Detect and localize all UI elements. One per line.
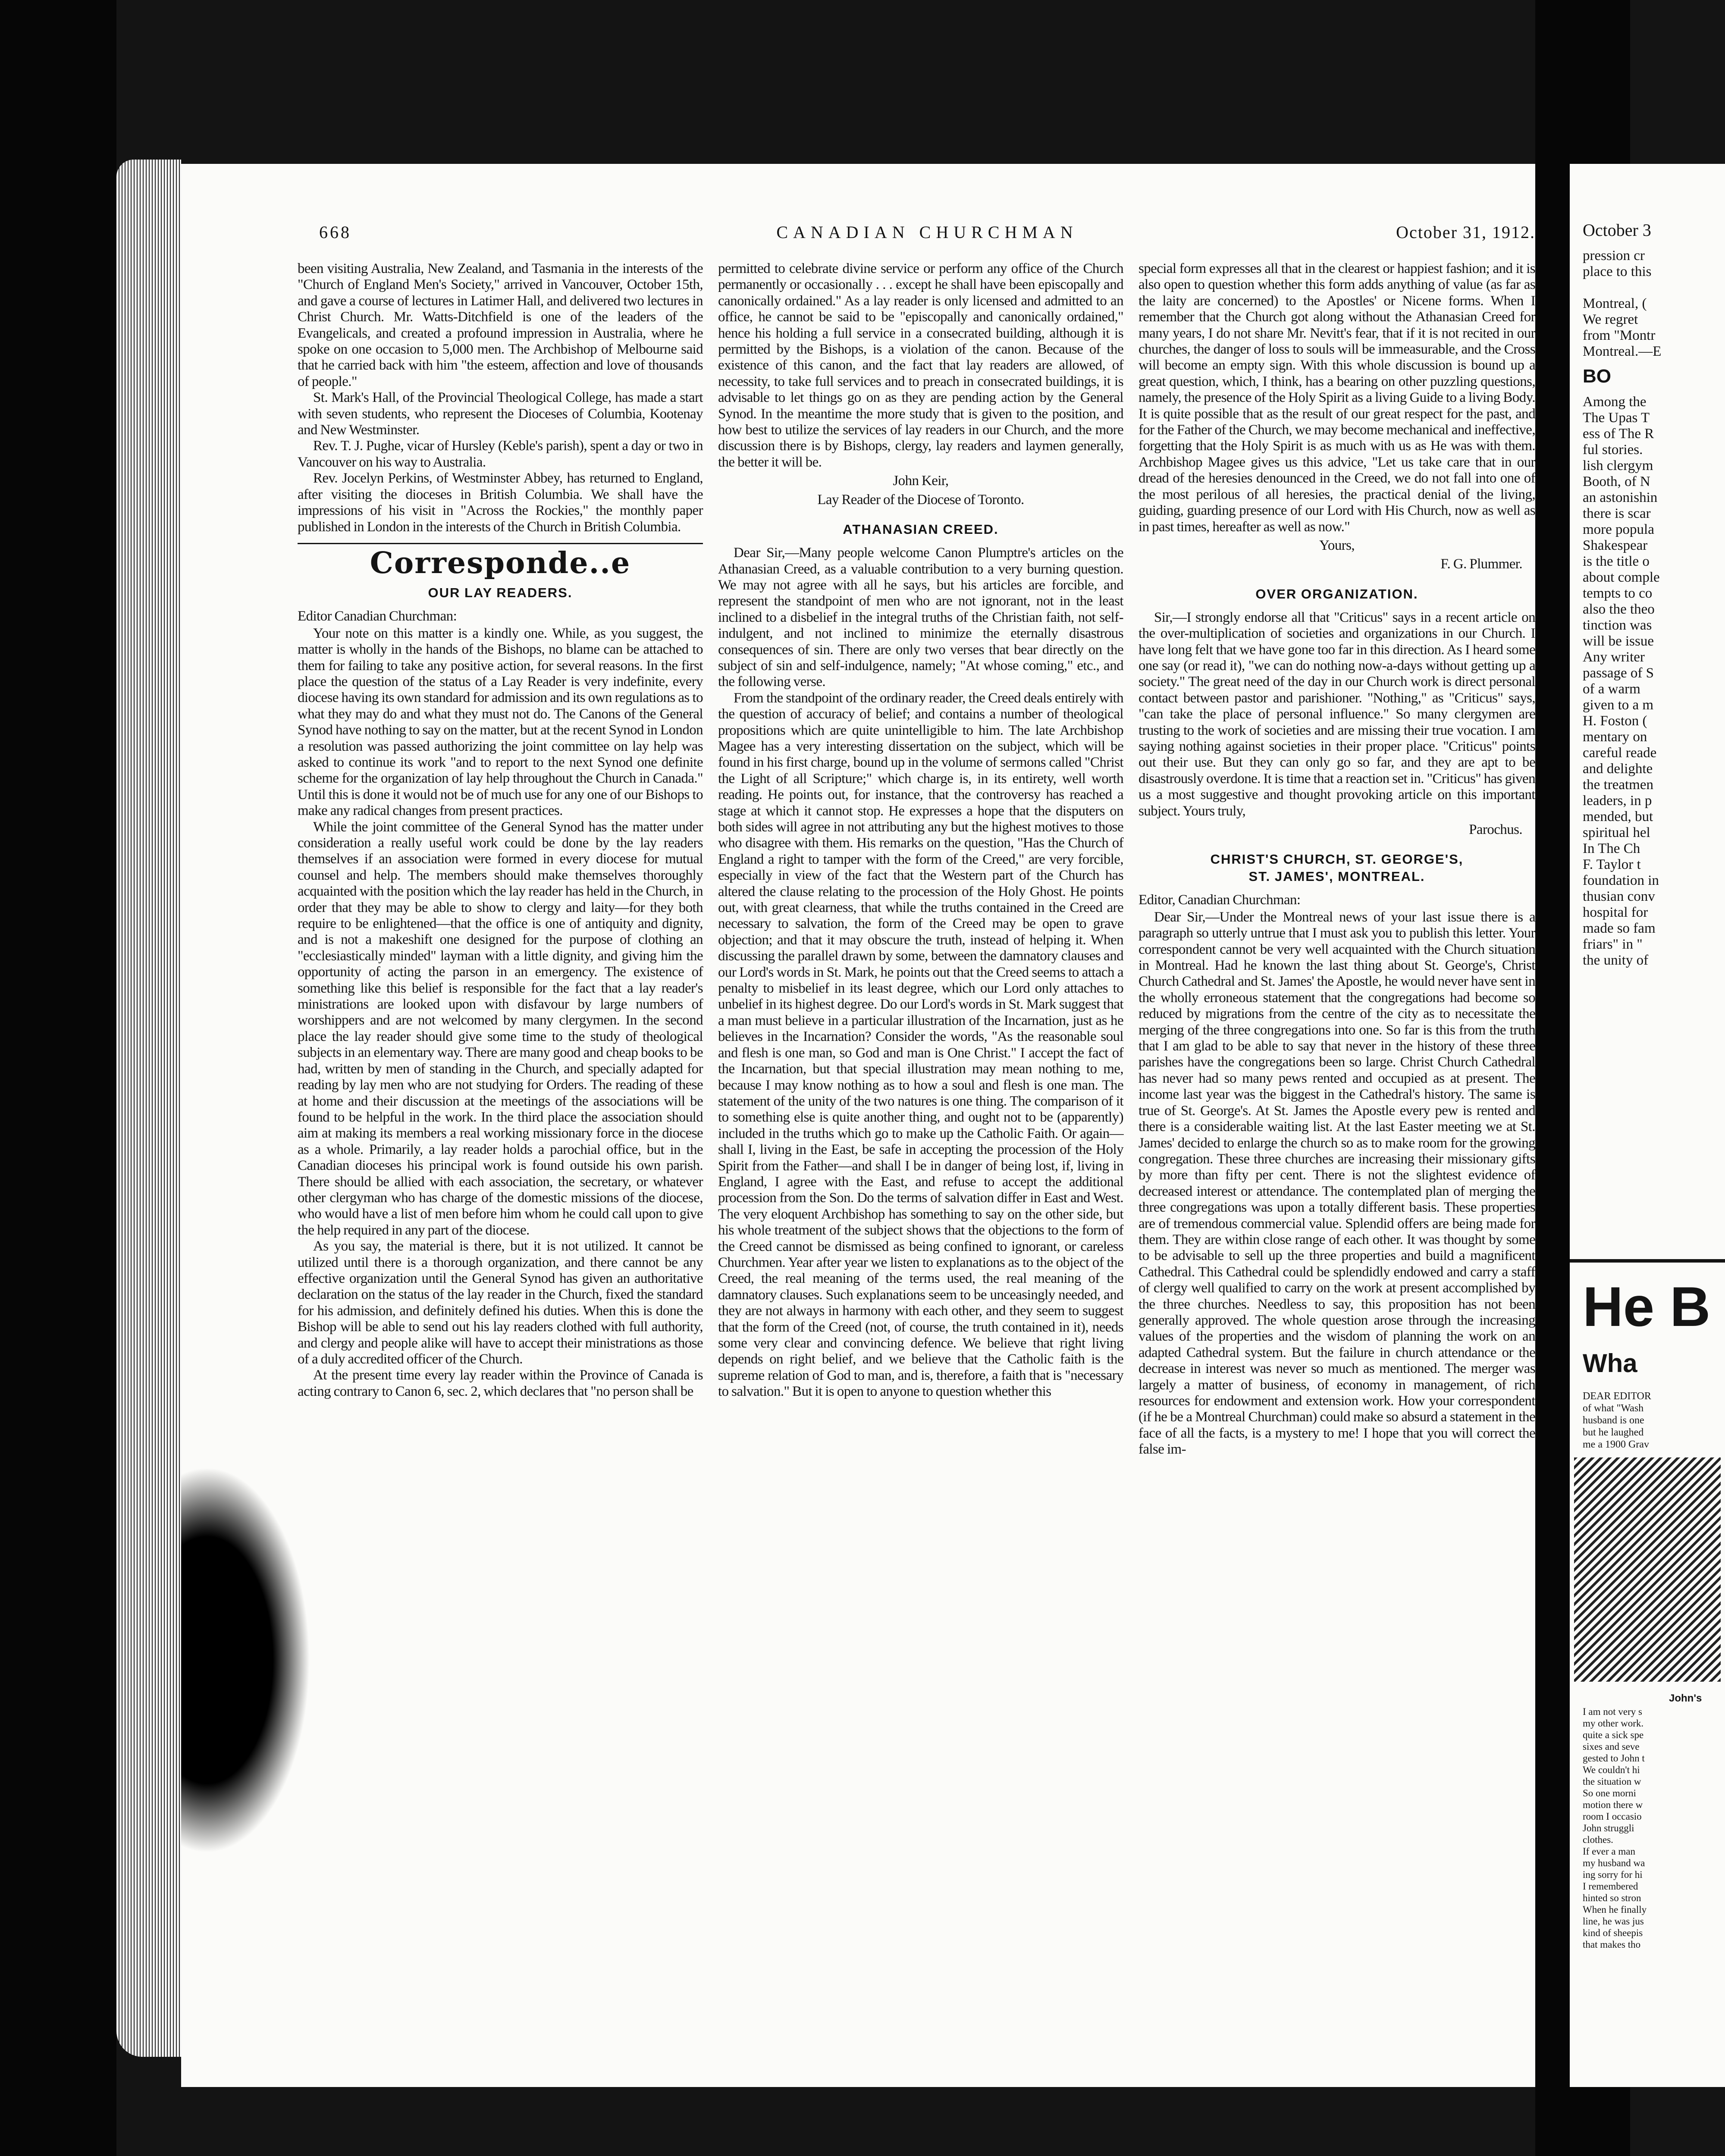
paragraph: Your note on this matter is a kindly one. While, as you suggest, the matter is wholly in the hands of the Bishops, no blame can be attached to them for failing to take any positive action, for several reasons. In the first place the question of the status of a Lay Reader is very indefinite, every diocese having its own standard for admission and its own regulations as to what they may do and what they must not do. The Canons of the General Synod have nothing to say on the matter, but at the recent Synod in London a resolution was passed authorizing the joint committee on lay help was asked to continue its work "and to report to the next Synod one definite scheme for the organization of lay help throughout the Church in Canada." Until this is done it would not be of much use for any one of our Bishops to make any radical changes from present practices. xyxy=(298,625,703,819)
facing-page-line: the unity of xyxy=(1583,953,1649,968)
ad-line: DEAR EDITOR xyxy=(1583,1391,1651,1402)
facing-page-line: pression cr xyxy=(1583,248,1645,263)
ad-line: sixes and seve xyxy=(1583,1741,1640,1752)
facing-page-line: from "Montr xyxy=(1583,328,1656,343)
ad-line: my other work. xyxy=(1583,1718,1644,1729)
facing-page-line: H. Foston ( xyxy=(1583,713,1647,729)
facing-page-line: Among the xyxy=(1583,394,1647,410)
paragraph: As you say, the material is there, but it is not utilized. It cannot be utilized until there is a thorough organization, and there cannot be any effective organization until the General Synod has given an authoritative declaration on the status of the lay reader in the Church, fixed the standard for his admission, and definitely defined his duties. When this is done the Bishop will be able to send out his lay readers clothed with full authority, and clergy and people alike will have to accept their ministrations as those of a duly accredited officer of the Church. xyxy=(298,1238,703,1367)
ad-line: John struggli xyxy=(1583,1823,1634,1833)
divider xyxy=(1570,1259,1725,1263)
ad-line: my husband wa xyxy=(1583,1858,1645,1868)
facing-page-line: hospital for xyxy=(1583,905,1648,920)
ad-line: If ever a man xyxy=(1583,1846,1635,1857)
facing-page-line: Montreal.—E xyxy=(1583,344,1662,359)
ad-line: gested to John t xyxy=(1583,1753,1645,1764)
ad-line: When he finally xyxy=(1583,1904,1647,1915)
ad-line: of what "Wash xyxy=(1583,1403,1644,1414)
column-1 xyxy=(298,261,703,1400)
facing-page-line: careful reade xyxy=(1583,745,1657,761)
page-header xyxy=(319,222,1535,248)
signature-closing: Yours, xyxy=(1319,537,1355,553)
paragraph: Sir,—I strongly endorse all that "Criticus" says in a recent article on the over-multiplication of societies and organizations in our Church. I have long felt that we have gone too far in this direction. As I heard some one say (or read it), "we can do nothing now-a-days without getting up a society." The great need of the day in our Church work is direct personal contact between pastor and parishioner. "Nothing," as "Criticus" says, "can take the place of personal influence." So many clergymen are trusting to the work of societies and are missing their true vocation. I am saying nothing against societies in their proper place. "Criticus" points out their use. But they can only go so far, and they are apt to be disastrously overdone. It is time that a reaction set in. "Criticus" has given us a most suggestive and thought provoking article on this important subject. Yours truly, xyxy=(1138,609,1535,819)
facing-page-line: passage of S xyxy=(1583,665,1654,681)
facing-page-line: place to this xyxy=(1583,264,1652,279)
facing-page-line: of a warm xyxy=(1583,681,1640,697)
facing-page-line: foundation in xyxy=(1583,873,1659,888)
paragraph: permitted to celebrate divine service or perform any office of the Church permanently or occasionally . . . except he shall have been episcopally and canonically ordained." As a lay reader is only licensed and admitted to an office, he cannot be said to be "episcopally and canonically ordained," hence his holding a full service in a consecrated building, although it is permitted by the Bishops, is a violation of the canon. Because of the existence of this canon, and the fact that lay readers are allowed, of necessity, to take full services and to preach in consecrated buildings, it is advisable to let things go on as they are pending action by the General Synod. In the meantime the more study that is given to the position, and how best to utilize the services of lay readers in our Church, and the more discussion there is by Bishops, clergy, lay readers and laymen generally, the better it will be. xyxy=(718,261,1123,470)
ad-line: line, he was jus xyxy=(1583,1916,1644,1927)
facing-page-line: thusian conv xyxy=(1583,889,1655,904)
facing-page-line: In The Ch xyxy=(1583,841,1640,856)
facing-page-line: mended, but xyxy=(1583,809,1653,824)
paragraph: Rev. Jocelyn Perkins, of Westminster Abbey, has returned to England, after visiting the dioceses in British Columbia. We shall have the impressions of his visit in "Across the Rockies," the monthly paper published in London in the interests of the Church in British Columbia. xyxy=(298,470,703,535)
facing-page-line: F. Taylor t xyxy=(1583,857,1641,872)
facing-page-line: Booth, of N xyxy=(1583,474,1650,489)
newspaper-page xyxy=(181,164,1561,2087)
paragraph: Rev. T. J. Pughe, vicar of Hursley (Keble's parish), spent a day or two in Vancouver on his way to Australia. xyxy=(298,438,703,470)
facing-page-line: Any writer xyxy=(1583,649,1645,665)
ad-line: room I occasio xyxy=(1583,1811,1642,1822)
ad-line: I am not very s xyxy=(1583,1706,1642,1717)
book-spine xyxy=(0,0,116,2156)
ad-caption: John's xyxy=(1669,1692,1702,1704)
facing-page-line: Shakespear xyxy=(1583,538,1648,553)
letter-heading: ATHANASIAN CREED. xyxy=(843,522,999,537)
letter-heading: ST. JAMES', MONTREAL. xyxy=(1248,869,1425,884)
ad-line: hinted so stron xyxy=(1583,1893,1641,1903)
ad-line: husband is one xyxy=(1583,1415,1644,1426)
facing-page-line: also the theo xyxy=(1583,602,1655,617)
facing-page-line: tempts to co xyxy=(1583,586,1653,601)
column-3 xyxy=(1138,261,1535,1458)
letter-heading: OUR LAY READERS. xyxy=(428,585,573,601)
ad-line: So one morni xyxy=(1583,1788,1636,1799)
facing-page-line: spiritual hel xyxy=(1583,825,1650,840)
ad-line: that makes tho xyxy=(1583,1939,1641,1950)
facing-page-line: mentary on xyxy=(1583,729,1647,745)
facing-page-line: The Upas T xyxy=(1583,410,1650,426)
thumb-shadow xyxy=(181,1466,310,1854)
letter-heading: OVER ORGANIZATION. xyxy=(1255,586,1418,602)
ad-line: me a 1900 Grav xyxy=(1583,1439,1649,1450)
facing-page-line: friars" in " xyxy=(1583,937,1643,952)
signature: John Keir, xyxy=(893,473,949,489)
salutation: Editor Canadian Churchman: xyxy=(298,608,457,624)
signature-title: Lay Reader of the Diocese of Toronto. xyxy=(817,492,1024,508)
page-number: 668 xyxy=(319,222,351,242)
facing-page-line: given to a m xyxy=(1583,697,1654,713)
ad-line: quite a sick spe xyxy=(1583,1730,1644,1740)
facing-page-line: and delighte xyxy=(1583,761,1653,777)
page-edges xyxy=(116,160,181,2057)
ad-illustration xyxy=(1574,1457,1721,1682)
facing-page-line: tinction was xyxy=(1583,617,1652,633)
facing-page-line: Montreal, ( xyxy=(1583,296,1647,311)
facing-page-line: the treatmen xyxy=(1583,777,1654,793)
facing-page-line: We regret xyxy=(1583,312,1638,327)
letter-heading: CHRIST'S CHURCH, ST. GEORGE'S, xyxy=(1210,852,1464,867)
facing-page-date: October 3 xyxy=(1583,220,1651,240)
facing-page-line: leaders, in p xyxy=(1583,793,1652,808)
section-heading-correspondence: Corresponde..e xyxy=(298,543,703,571)
paragraph: While the joint committee of the General Synod has the matter under consideration a really useful work could be done by the lay readers themselves if an association were formed in every diocese for mutual counsel and help. The members should make themselves thoroughly acquainted with the position which the lay reader has held in the Church, in order that they may be able to show to clergy and laity—for they both require to be enlightened—that the office is one of antiquity and dignity, and is not a makeshift one designed for the purpose of clothing an "ecclesiastically minded" layman with a little dignity, and giving him the opportunity of acting the parson in an emergency. The existence of something like this belief is responsible for the fact that a lay reader's ministrations are looked upon with disfavour by large numbers of worshippers and are not welcomed by many clergymen. In the second place the lay reader should give some time to the study of theological subjects in an elementary way. There are many good and cheap books to be had, written by men of standing in the Church, and specially adapted for reading by lay men who are not studying for Orders. The reading of these at home and their discussion at the meetings of the associations will be found to be helpful in the work. In the third place the association should aim at making its members a real working missionary force in the diocese as a whole. Primarily, a lay reader holds a parochial office, but in the Canadian dioceses his principal work is found outside his own parish. There should be allied with each association, the secretary, or whatever other clergyman who has charge of the domestic missions of the diocese, who would have a list of men before him whom he could call upon to give the help required in any part of the diocese. xyxy=(298,819,703,1238)
paragraph: been visiting Australia, New Zealand, and Tasmania in the interests of the "Church of England Men's Society," arrived in Vancouver, October 15th, and gave a course of lectures in Latimer Hall, and delivered two lectures in Christ Church. Mr. Watts-Ditchfield is one of the leaders of the Evangelicals, and created a profound impression in Australia, where he spoke on one occasion to 5,000 men. The Archbishop of Melbourne said that he carried back with him "the esteem, affection and love of thousands of people." xyxy=(298,261,703,389)
facing-page-line: an astonishin xyxy=(1583,490,1658,505)
ad-line: the situation w xyxy=(1583,1776,1641,1787)
running-title: CANADIAN CHURCHMAN xyxy=(776,222,1078,242)
facing-page-line: will be issue xyxy=(1583,633,1654,649)
paragraph: At the present time every lay reader within the Province of Canada is acting contrary to Canon 6, sec. 2, which declares that "no person shall be xyxy=(298,1367,703,1399)
ad-line: I remembered xyxy=(1583,1881,1638,1892)
paragraph: St. Mark's Hall, of the Provincial Theological College, has made a start with seven students, who represent the Dioceses of Columbia, Kootenay and New Westminster. xyxy=(298,390,703,438)
ad-line: ing sorry for hi xyxy=(1583,1869,1643,1880)
signature: Parochus. xyxy=(1469,822,1522,837)
facing-page-line: there is scar xyxy=(1583,506,1651,521)
paragraph: From the standpoint of the ordinary reader, the Creed deals entirely with the question of accuracy of belief; and contains a number of theological propositions which are quite unintelligible to him. The late Archbishop Magee has a very interesting dissertation on the subject, which will be found in his first charge, bound up in the volume of sermons called "Christ the Light of all Scripture;" which charge is, in its entirety, well worth reading. He points out, for instance, that the controversy has reached a stage at which it cannot stop. He expresses a hope that the disputers on both sides will agree in not attributing any but the highest motives to those who disagree with them. His remarks on the question, "Has the Church of England a right to tamper with the form of the Creed," are very forcible, especially in view of the fact that the Western part of the Church has altered the clause relating to the procession of the Holy Ghost. He points out, with great clearness, that while the truths contained in the Creed are necessary to salvation, the form of the Creed may be open to grave objection; and that it may obscure the truth, instead of helping it. When discussing the parallel drawn by some, between the damnatory clauses and our Lord's words in St. Mark, he points out that the Creed seems to attach a penalty to misbelief in its least degree, which our Lord only attaches to unbelief in its highest degree. Do our Lord's words in St. Mark suggest that a man must believe in a particular illustration of the Incarnation, just as he believes in the Incarnation? Consider the words, "As the reasonable soul and flesh is one man, so God and man is One Christ." I accept the fact of the Incarnation, but that special illustration may mean nothing to me, because I may know nothing as to how a soul and flesh is one man. The statement of the unity of the two natures is one thing. The comparison of it to something else is quite another thing, and ought not to be (apparently) included in the truths which go to make up the Catholic Faith. Or again—shall I, living in the East, be safe in accepting the procession of the Holy Spirit from the Father—and shall I be in danger of being lost, if, living in England, I agree with the East, and refuse to accept the additional procession from the Son. Do the terms of salvation differ in East and West. The very eloquent Archbishop has something to say on the other side, but his whole treatment of the subject shows that the objections to the form of the Creed cannot be dismissed as being confined to ignorant, or careless Churchmen. Year after year we listen to explanations as to the object of the Creed, the real meaning of the terms used, the real meaning of the damnatory clauses. Such explanations seem to be unceasingly needed, and they are not always in harmony with each other, and they seem to suggest that the form of the Creed (not, of course, the truth contained in it), needs some very clear and convincing defence. We believe that right living depends on right belief, and we believe that the Catholic faith is the supreme relation of God to man, and is, therefore, a faith that is "necessary to salvation." But it is open to anyone to question whether this xyxy=(718,690,1123,1400)
facing-page-line: ess of The R xyxy=(1583,426,1654,442)
facing-page-line: lish clergym xyxy=(1583,458,1653,473)
salutation: Editor, Canadian Churchman: xyxy=(1138,892,1301,908)
paragraph: special form expresses all that in the clearest or happiest fashion; and it is also open to question whether this form adds anything of value (as far as the laity are concerned) to the Apostles' or Nicene forms. When I remember that the Church got along without the Athanasian Creed for many years, I do not share Mr. Nevitt's fear, that if it is not recited in our churches, the danger of loss to souls will be immeasurable, and the Cross will become an empty sign. With this whole discussion is bound up a great question, which, I think, has a bearing on other puzzling questions, namely, the presence of the Holy Spirit as a living Guide to a living Body. It is quite possible that as the result of our great respect for the past, and for the Father of the Church, we may become mechanical and ineffective, forgetting that the Holy Spirit is as much with us as He was with them. Archbishop Magee gives us this advice, "Let us take care that in our dread of the heresies denounced in the Creed, we do not fall into one of the most perilous of all heresies, the practical denial of the living, guiding, guarding presence of our Lord with His Church, now as well as in past times, hereafter as well as now." xyxy=(1138,261,1535,535)
ad-headline: He B xyxy=(1583,1275,1711,1338)
ad-line: but he laughed xyxy=(1583,1427,1644,1438)
paragraph: Dear Sir,—Under the Montreal news of your last issue there is a paragraph so utterly untrue that I must ask you to publish this letter. Your correspondent cannot be very well acquainted with the Church situation in Montreal. Had he known the last thing about St. George's, Christ Church Cathedral and St. James' the Apostle, he would never have sent in the wholly erroneous statement that the congregations had become so reduced by migrations from the centre of the city as to necessitate the merging of the three congregations into one. So far is this from the truth that I am glad to be able to say that never in the history of these three parishes have the congregations been so large. Christ Church Cathedral has never had so many pews rented and occupied as at present. The income last year was the biggest in the Cathedral's history. The same is true of St. George's. At St. James the Apostle every pew is rented and there is a considerable waiting list. At the last Easter meeting we at St. James' decided to enlarge the church so as to make room for the growing congregation. These three churches are increasing their missionary gifts by more than fifty per cent. There is not the slightest evidence of decreased interest or attendance. The contemplated plan of merging the three congregations was upon a totally different basis. These properties are of tremendous commercial value. Splendid offers are being made for them. They are within close range of each other. It was thought by some to be advisable to sell up the three properties and build a magnificent Cathedral. This Cathedral could be splendidly endowed and carry a staff of clergy well qualified to carry on the work at present accomplished by the three churches. Needless to say, this proposition has not been generally approved. The whole question arose through the increasing values of the properties and the wisdom of planning the work on an adapted Cathedral system. But the failure in church attendance or the decrease in interest was never so much as mentioned. The merger was largely a matter of business, of economy in management, of rich resources for endowment and extension work. How your correspondent (if he be a Montreal Churchman) could make so absurd a statement in the face of all the facts, is a mystery to me! I hope that you will correct the false im- xyxy=(1138,909,1535,1457)
ad-subheadline: Wha xyxy=(1583,1349,1637,1378)
facing-page-line: ful stories. xyxy=(1583,442,1643,458)
paragraph: Dear Sir,—Many people welcome Canon Plumptre's articles on the Athanasian Creed, as a valuable contribution to a very burning question. We may not agree with all he says, but his articles are forcible, and represent the standpoint of men who are not ignorant, not in the least inclined to a disbelief in the integral truths of the Christian faith, not self-indulgent, and not inclined to minimize the eternally disastrous consequences of sin. There are only two verses that bear directly on the subject of sin and self-indulgence, namely; "At whose coming," etc., and the following verse. xyxy=(718,545,1123,690)
facing-page-line: is the title o xyxy=(1583,554,1650,569)
ad-line: clothes. xyxy=(1583,1834,1613,1845)
ad-line: motion there w xyxy=(1583,1799,1643,1810)
ad-line: kind of sheepis xyxy=(1583,1927,1643,1938)
column-2 xyxy=(718,261,1123,1400)
facing-page-heading: BO xyxy=(1583,366,1611,387)
facing-page-fragment xyxy=(1570,164,1725,2087)
ad-line: We couldn't hi xyxy=(1583,1764,1640,1775)
issue-date: October 31, 1912. xyxy=(1396,222,1535,242)
facing-page-line: more popula xyxy=(1583,522,1654,537)
signature: F. G. Plummer. xyxy=(1440,556,1522,572)
facing-page-line: about comple xyxy=(1583,570,1660,585)
facing-page-line: made so fam xyxy=(1583,921,1656,936)
